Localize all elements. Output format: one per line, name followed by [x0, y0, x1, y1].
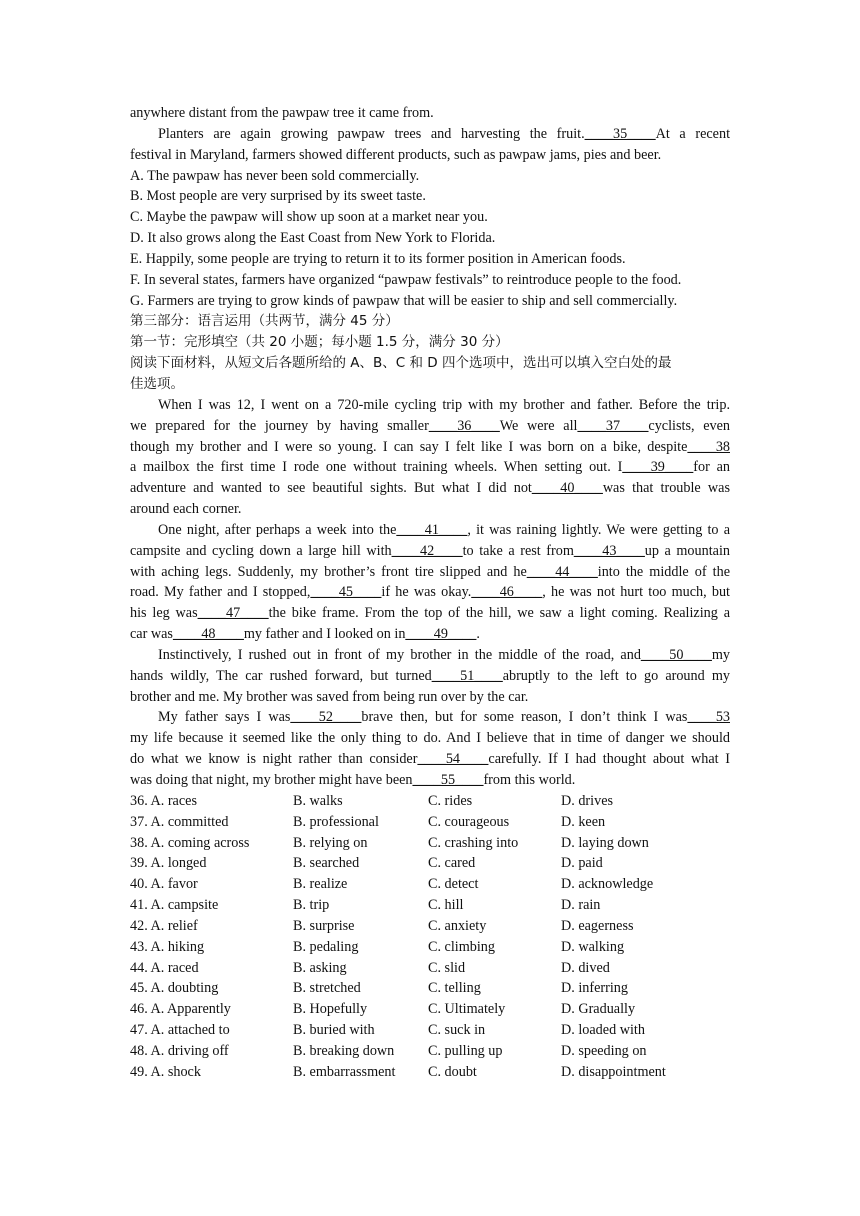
option-a: A. The pawpaw has never been sold commercially.: [130, 167, 420, 184]
para1-line-4: a mailbox the first time I rode one without training wheels. When setting out. I____39____for an: [130, 459, 730, 476]
blank-40: ____40____: [531, 480, 603, 497]
choice-row: 49. A. shock B. embarrassment C. doubt D. disappointment: [130, 1063, 666, 1080]
choice-row: 39. A. longed B. searched C. cared D. paid: [130, 855, 603, 872]
blank-36: ____36____: [428, 417, 500, 434]
para2-line-5: his leg was____47____the bike frame. From the top of the hill, we saw a light coming. Realizing a: [130, 605, 730, 622]
blank-41: ____41____: [396, 521, 468, 538]
blank-46: ____46____: [471, 584, 543, 601]
answer-choices: [130, 791, 730, 1083]
para1-line-3: though my brother and I were so young. I can say I felt like I was born on a bike, despite____38: [130, 438, 730, 455]
instructions-line-1: 阅读下面材料，从短文后各题所给的 A、B、C 和 D 四个选项中，选出可以填入空白处的最: [130, 355, 672, 372]
exam-page: [130, 103, 730, 1083]
para2-line-6: car was____48____my father and I looked on in____49____.: [130, 626, 480, 643]
blank-42: ____42____: [391, 542, 463, 559]
blank-49: ____49____: [405, 626, 477, 643]
para1-line-1: When I was 12, I went on a 720-mile cycling trip with my brother and father. Before the trip.: [158, 396, 730, 413]
choice-row: 47. A. attached to B. buried with C. suck in D. loaded with: [130, 1022, 645, 1039]
blank-52: ____52____: [290, 709, 362, 726]
para2-line-3: with aching legs. Suddenly, my brother’s front tire slipped and he____44____into the middle of the: [130, 563, 730, 580]
blank-51: ____51____: [431, 667, 503, 684]
section-heading: 第三部分：语言运用（共两节，满分 45 分）: [130, 313, 399, 330]
para3-line-3: brother and me. My brother was saved from being run over by the car.: [130, 688, 529, 705]
blank-47: ____47____: [197, 605, 269, 622]
choice-row: 43. A. hiking B. pedaling C. climbing D. walking: [130, 938, 625, 955]
para3-line-1: Instinctively, I rushed out in front of my brother in the middle of the road, and____50____my: [158, 646, 730, 663]
blank-35: ____35____: [584, 125, 656, 142]
option-d: D. It also grows along the East Coast from New York to Florida.: [130, 230, 496, 247]
option-b: B. Most people are very surprised by its sweet taste.: [130, 188, 426, 205]
blank-37: ____37____: [577, 417, 649, 434]
choice-row: 44. A. raced B. asking C. slid D. dived: [130, 959, 610, 976]
option-g: G. Farmers are trying to grow kinds of pawpaw that will be easier to ship and sell commercially.: [130, 292, 678, 309]
choice-row: 41. A. campsite B. trip C. hill D. rain: [130, 897, 601, 914]
para1-line-5: adventure and wanted to see beautiful sights. But what I did not____40____was that trouble was: [130, 480, 730, 497]
choice-row: 42. A. relief B. surprise C. anxiety D. eagerness: [130, 917, 634, 934]
para4-line-1: My father says I was____52____brave then, but for some reason, I don’t think I was____53: [158, 709, 730, 726]
choice-row: 46. A. Apparently B. Hopefully C. Ultimately D. Gradually: [130, 1001, 636, 1018]
para2-line-4: road. My father and I stopped,____45____if he was okay.____46____, he was not hurt too much, but: [130, 584, 730, 601]
blank-50: ____50____: [640, 646, 712, 663]
blank-53: ____53: [687, 709, 730, 726]
blank-55: ____55____: [412, 772, 484, 788]
choice-row: 37. A. committed B. professional C. courageous D. keen: [130, 813, 606, 830]
para4-line-4: was doing that night, my brother might have been____55____from this world.: [130, 772, 576, 788]
blank-45: ____45____: [310, 584, 382, 601]
choice-row: 40. A. favor B. realize C. detect D. acknowledge: [130, 876, 654, 893]
para1-line-6: around each corner.: [130, 501, 242, 518]
para3-line-2: hands wildly, The car rushed forward, but turned____51____abruptly to the left to go around my: [130, 667, 730, 684]
choice-row: 48. A. driving off B. breaking down C. pulling up D. speeding on: [130, 1042, 647, 1059]
para2-line-1: One night, after perhaps a week into the____41____, it was raining lightly. We were getting to a: [158, 521, 731, 538]
blank-48: ____48____: [172, 626, 244, 643]
blank-38: ____38: [687, 438, 730, 455]
para1-line-2: we prepared for the journey by having smaller____36____We were all____37____cyclists, even: [130, 417, 730, 434]
para4-line-2: my life because it seemed like the only thing to do. And I believe that in time of danger we should: [130, 730, 730, 747]
choice-row: 36. A. races B. walks C. rides D. drives: [130, 792, 614, 809]
blank-44: ____44____: [526, 563, 598, 580]
blank-39: ____39____: [622, 459, 694, 476]
para2-line-2: campsite and cycling down a large hill with____42____to take a rest from____43____up a mountain: [130, 542, 730, 559]
para4-line-3: do what we know is night rather than consider____54____carefully. If I had thought about what I: [130, 751, 730, 768]
choice-row: 45. A. doubting B. stretched C. telling D. inferring: [130, 980, 628, 997]
option-f: F. In several states, farmers have organized “pawpaw festivals” to reintroduce people to the food.: [130, 271, 682, 288]
planters-line-1: Planters are again growing pawpaw trees and harvesting the fruit.____35____At a recent: [158, 125, 731, 142]
blank-43: ____43____: [573, 542, 645, 559]
option-c: C. Maybe the pawpaw will show up soon at a market near you.: [130, 209, 488, 226]
subsection-heading: 第一节：完形填空（共 20 小题；每小题 1.5 分，满分 30 分）: [130, 334, 509, 351]
passage-tail: anywhere distant from the pawpaw tree it came from.: [130, 105, 434, 121]
option-e: E. Happily, some people are trying to return it to its former position in American foods.: [130, 250, 626, 267]
instructions-line-2: 佳选项。: [130, 375, 184, 392]
blank-54: ____54____: [417, 751, 489, 768]
planters-line-2: festival in Maryland, farmers showed different products, such as pawpaw jams, pies and beer.: [130, 146, 662, 163]
choice-row: 38. A. coming across B. relying on C. crashing into D. laying down: [130, 834, 649, 851]
